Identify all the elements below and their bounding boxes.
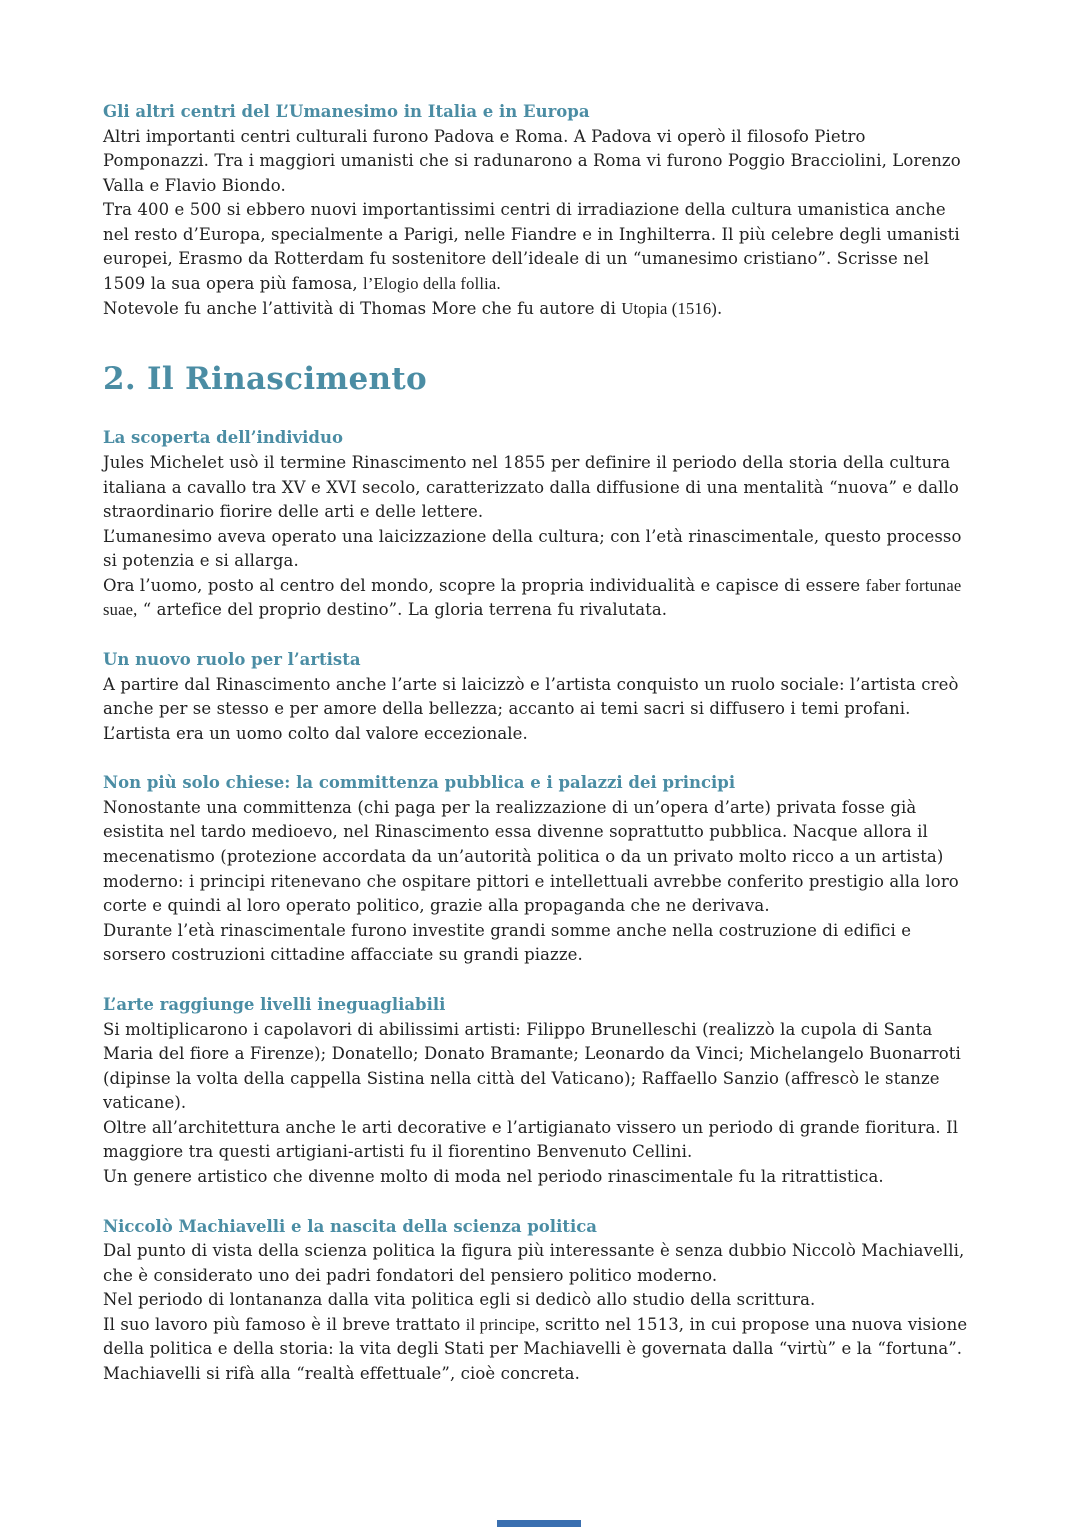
book-title-text: Utopia (1516)	[621, 298, 717, 318]
section-heading: Niccolò Machiavelli e la nascita della scienza politica	[103, 1216, 597, 1236]
paragraph	[103, 1239, 974, 1386]
body-text: Il suo lavoro più famoso è il breve trattato	[103, 1314, 466, 1334]
body-text: Nonostante una committenza (chi paga per la realizzazione di un’opera d’arte) privata fosse già esistita nel tardo medioevo, nel Rinascimento essa divenne soprattutto pubblica. Nacque allora il mecenatismo (protezione accordata da un’autorità politica o da un privato molto ricco a un artista) moderno: i principi ritenevano che ospitare pittori e intellettuali avrebbe conferito prestigio alla loro corte e quindi al loro operato politico, grazie alla propaganda che ne derivava.	[103, 797, 959, 916]
body-text: .	[717, 298, 723, 318]
next-page-edge	[497, 1520, 581, 1527]
paragraph	[103, 673, 974, 747]
paragraph	[103, 1018, 974, 1190]
paragraph	[103, 125, 974, 322]
body-text: Notevole fu anche l’attività di Thomas More che fu autore di	[103, 298, 622, 318]
body-text: Durante l’età rinascimentale furono investite grandi somme anche nella costruzione di edifici e sorsero costruzioni cittadine affacciate su grandi piazze.	[103, 920, 912, 965]
paragraph	[103, 796, 974, 968]
body-text: L’umanesimo aveva operato una laicizzazione della cultura; con l’età rinascimentale, questo processo si potenzia e si allarga.	[103, 526, 962, 571]
body-text: Oltre all’architettura anche le arti decorative e l’artigianato vissero un periodo di grande fioritura. Il maggiore tra questi artigiani-artisti fu il fiorentino Benvenuto Cellini.	[103, 1117, 959, 1162]
body-text: Tra 400 e 500 si ebbero nuovi importantissimi centri di irradiazione della cultura umanistica anche nel resto d’Europa, specialmente a Parigi, nelle Fiandre e in Inghilterra. Il più celebre degli umanisti europei, Erasmo da Rotterdam fu sostenitore dell’ideale di un “umanesimo cristiano”. Scrisse nel 1509 la sua opera più famosa,	[103, 200, 960, 294]
section-heading: L’arte raggiunge livelli ineguagliabili	[103, 994, 446, 1014]
body-text: A partire dal Rinascimento anche l’arte si laicizzò e l’artista conquisto un ruolo sociale: l’artista creò anche per se stesso e per amore della bellezza; accanto ai temi sacri si diffusero i temi profani. L’artista era un uomo colto dal valore eccezionale.	[103, 674, 959, 743]
section-heading: Non più solo chiese: la committenza pubblica e i palazzi dei principi	[103, 773, 736, 793]
paragraph	[103, 451, 974, 623]
book-title-text: faber fortunae suae,	[103, 575, 962, 620]
body-text: Jules Michelet usò il termine Rinascimento nel 1855 per definire il periodo della storia della cultura italiana a cavallo tra XV e XVI secolo, caratterizzato dalla diffusione di una mentalità “nuova” e dallo straordinario fiorire delle arti e delle lettere.	[103, 452, 959, 522]
body-text: Altri importanti centri culturali furono Padova e Roma. A Padova vi operò il filosofo Pietro Pomponazzi. Tra i maggiori umanisti che si radunarono a Roma vi furono Poggio Bracciolini, Lorenzo Valla e Flavio Biondo.	[103, 126, 961, 195]
section-heading: Un nuovo ruolo per l’artista	[103, 650, 361, 670]
body-text: scritto nel 1513, in cui propose una nuova visione della politica e della storia: la vita degli Stati per Machiavelli è governata dalla “virtù” e la “fortuna”. Machiavelli si rifà alla “realtà effettuale”, cioè concreta.	[103, 1314, 968, 1384]
body-text: Un genere artistico che divenne molto di moda nel periodo rinascimentale fu la ritrattistica.	[103, 1167, 884, 1186]
book-title-text: il principe,	[465, 1314, 540, 1334]
section-heading: La scoperta dell’individuo	[103, 428, 343, 448]
body-text: Nel periodo di lontananza dalla vita politica egli si dedicò allo studio della scrittura.	[103, 1290, 816, 1310]
section-heading: Gli altri centri del L’Umanesimo in Italia e in Europa	[103, 102, 590, 121]
body-text: Ora l’uomo, posto al centro del mondo, scopre la propria individualità e capisce di essere	[103, 575, 866, 595]
body-text: Si moltiplicarono i capolavori di abilissimi artisti: Filippo Brunelleschi (realizzò la cupola di Santa Maria del fiore a Firenze); Donatello; Donato Bramante; Leonardo da Vinci; Michelangelo Buonarroti (dipinse la volta della cappella Sistina nella città del Vaticano); Raffaello Sanzio (affrescò le stanze vaticane).	[103, 1019, 961, 1113]
body-text: Dal punto di vista della scienza politica la figura più interessante è senza dubbio Niccolò Machiavelli, che è considerato uno dei padri fondatori del pensiero politico moderno.	[103, 1241, 965, 1285]
chapter-title: 2. Il Rinascimento	[103, 361, 427, 398]
book-title-text: l’Elogio della follia.	[363, 274, 501, 294]
body-text: “ artefice del proprio destino”. La gloria terrena fu rivalutata.	[137, 600, 668, 620]
